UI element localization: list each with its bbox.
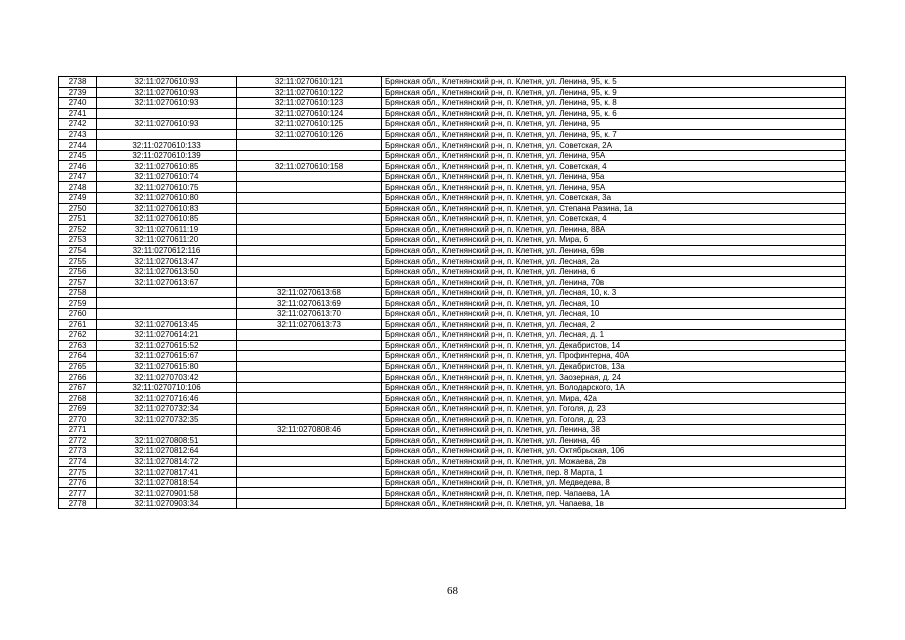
table-row (59, 498, 846, 509)
address-cell: Брянская обл., Клетнянский р-н, п. Клетня, ул. Гоголя, д. 23 (382, 414, 846, 425)
table-row (59, 298, 846, 309)
linked-cadastral-number-cell (237, 340, 382, 351)
table-row (59, 98, 846, 109)
cadastral-number-cell: 32:11:0270710:106 (97, 382, 237, 393)
address-cell: Брянская обл., Клетнянский р-н, п. Клетня, пер. Чапаева, 1А (382, 488, 846, 499)
cadastral-number-cell (97, 298, 237, 309)
cadastral-number-cell: 32:11:0270812:64 (97, 446, 237, 457)
table-row (59, 108, 846, 119)
cadastral-number-cell: 32:11:0270610:75 (97, 182, 237, 193)
row-number-cell: 2741 (59, 108, 97, 119)
cadastral-number-cell: 32:11:0270610:80 (97, 193, 237, 204)
cadastral-number-cell: 32:11:0270610:83 (97, 203, 237, 214)
row-number-cell: 2755 (59, 256, 97, 267)
row-number-cell: 2754 (59, 245, 97, 256)
table-row (59, 488, 846, 499)
cadastral-number-cell: 32:11:0270611:19 (97, 224, 237, 235)
address-cell: Брянская обл., Клетнянский р-н, п. Клетня, ул. Ленина, 88А (382, 224, 846, 235)
cadastral-number-cell (97, 287, 237, 298)
cadastral-number-cell: 32:11:0270814:72 (97, 456, 237, 467)
table-row (59, 235, 846, 246)
linked-cadastral-number-cell (237, 382, 382, 393)
cadastral-number-cell (97, 309, 237, 320)
linked-cadastral-number-cell (237, 477, 382, 488)
table-row (59, 330, 846, 341)
linked-cadastral-number-cell (237, 435, 382, 446)
linked-cadastral-number-cell: 32:11:0270610:122 (237, 87, 382, 98)
cadastral-number-cell: 32:11:0270610:74 (97, 171, 237, 182)
row-number-cell: 2743 (59, 129, 97, 140)
address-cell: Брянская обл., Клетнянский р-н, п. Клетня, ул. Лесная, 10, к. 3 (382, 287, 846, 298)
table-row (59, 119, 846, 130)
table-row (59, 425, 846, 436)
cadastral-number-cell: 32:11:0270732:35 (97, 414, 237, 425)
row-number-cell: 2739 (59, 87, 97, 98)
table-row (59, 372, 846, 383)
linked-cadastral-number-cell (237, 203, 382, 214)
property-table (58, 76, 846, 509)
table-row (59, 129, 846, 140)
linked-cadastral-number-cell (237, 224, 382, 235)
linked-cadastral-number-cell (237, 330, 382, 341)
table-row (59, 161, 846, 172)
table-row (59, 287, 846, 298)
address-cell: Брянская обл., Клетнянский р-н, п. Клетня, ул. Володарского, 1А (382, 382, 846, 393)
linked-cadastral-number-cell (237, 414, 382, 425)
table-row (59, 446, 846, 457)
cadastral-number-cell: 32:11:0270817:41 (97, 467, 237, 478)
cadastral-number-cell: 32:11:0270732:34 (97, 403, 237, 414)
address-cell: Брянская обл., Клетнянский р-н, п. Клетня, ул. Ленина, 38 (382, 425, 846, 436)
table-row (59, 403, 846, 414)
row-number-cell: 2757 (59, 277, 97, 288)
cadastral-number-cell: 32:11:0270610:139 (97, 150, 237, 161)
address-cell: Брянская обл., Клетнянский р-н, п. Клетня, ул. Ленина, 95, к. 9 (382, 87, 846, 98)
table-row (59, 224, 846, 235)
row-number-cell: 2763 (59, 340, 97, 351)
cadastral-number-cell: 32:11:0270903:34 (97, 498, 237, 509)
address-cell: Брянская обл., Клетнянский р-н, п. Клетня, ул. Ленина, 95, к. 7 (382, 129, 846, 140)
linked-cadastral-number-cell: 32:11:0270613:69 (237, 298, 382, 309)
row-number-cell: 2753 (59, 235, 97, 246)
table-row (59, 351, 846, 362)
linked-cadastral-number-cell (237, 140, 382, 151)
linked-cadastral-number-cell (237, 498, 382, 509)
page-number: 68 (447, 585, 458, 597)
cadastral-number-cell: 32:11:0270613:45 (97, 319, 237, 330)
address-cell: Брянская обл., Клетнянский р-н, п. Клетня, ул. Гоголя, д. 23 (382, 403, 846, 414)
row-number-cell: 2770 (59, 414, 97, 425)
cadastral-number-cell: 32:11:0270615:67 (97, 351, 237, 362)
row-number-cell: 2769 (59, 403, 97, 414)
row-number-cell: 2748 (59, 182, 97, 193)
table-row (59, 309, 846, 320)
row-number-cell: 2752 (59, 224, 97, 235)
linked-cadastral-number-cell: 32:11:0270613:73 (237, 319, 382, 330)
row-number-cell: 2738 (59, 77, 97, 88)
linked-cadastral-number-cell (237, 361, 382, 372)
cadastral-number-cell: 32:11:0270615:52 (97, 340, 237, 351)
linked-cadastral-number-cell: 32:11:0270610:121 (237, 77, 382, 88)
table-row (59, 382, 846, 393)
address-cell: Брянская обл., Клетнянский р-н, п. Клетня, ул. Ленина, 46 (382, 435, 846, 446)
property-table-body (59, 77, 846, 509)
cadastral-number-cell: 32:11:0270614:21 (97, 330, 237, 341)
linked-cadastral-number-cell (237, 467, 382, 478)
row-number-cell: 2758 (59, 287, 97, 298)
row-number-cell: 2778 (59, 498, 97, 509)
row-number-cell: 2764 (59, 351, 97, 362)
linked-cadastral-number-cell: 32:11:0270610:158 (237, 161, 382, 172)
table-row (59, 203, 846, 214)
row-number-cell: 2746 (59, 161, 97, 172)
linked-cadastral-number-cell (237, 193, 382, 204)
table-row (59, 193, 846, 204)
linked-cadastral-number-cell (237, 245, 382, 256)
table-row (59, 467, 846, 478)
row-number-cell: 2775 (59, 467, 97, 478)
address-cell: Брянская обл., Клетнянский р-н, п. Клетня, ул. Лесная, д. 1 (382, 330, 846, 341)
linked-cadastral-number-cell (237, 171, 382, 182)
row-number-cell: 2768 (59, 393, 97, 404)
address-cell: Брянская обл., Клетнянский р-н, п. Клетня, ул. Лесная, 10 (382, 298, 846, 309)
address-cell: Брянская обл., Клетнянский р-н, п. Клетня, ул. Лесная, 10 (382, 309, 846, 320)
table-row (59, 171, 846, 182)
address-cell: Брянская обл., Клетнянский р-н, п. Клетня, ул. Октябрьская, 106 (382, 446, 846, 457)
address-cell: Брянская обл., Клетнянский р-н, п. Клетня, пер. 8 Марта, 1 (382, 467, 846, 478)
cadastral-number-cell: 32:11:0270808:51 (97, 435, 237, 446)
linked-cadastral-number-cell (237, 393, 382, 404)
address-cell: Брянская обл., Клетнянский р-н, п. Клетня, ул. Медведева, 8 (382, 477, 846, 488)
row-number-cell: 2777 (59, 488, 97, 499)
cadastral-number-cell: 32:11:0270703:42 (97, 372, 237, 383)
table-row (59, 256, 846, 267)
cadastral-number-cell: 32:11:0270612:116 (97, 245, 237, 256)
address-cell: Брянская обл., Клетнянский р-н, п. Клетня, ул. Декабристов, 14 (382, 340, 846, 351)
linked-cadastral-number-cell (237, 277, 382, 288)
row-number-cell: 2740 (59, 98, 97, 109)
linked-cadastral-number-cell (237, 403, 382, 414)
linked-cadastral-number-cell: 32:11:0270610:124 (237, 108, 382, 119)
cadastral-number-cell: 32:11:0270613:47 (97, 256, 237, 267)
row-number-cell: 2762 (59, 330, 97, 341)
table-row (59, 393, 846, 404)
row-number-cell: 2759 (59, 298, 97, 309)
linked-cadastral-number-cell (237, 372, 382, 383)
table-row (59, 435, 846, 446)
cadastral-number-cell: 32:11:0270818:54 (97, 477, 237, 488)
linked-cadastral-number-cell (237, 266, 382, 277)
address-cell: Брянская обл., Клетнянский р-н, п. Клетня, ул. Мира, 6 (382, 235, 846, 246)
address-cell: Брянская обл., Клетнянский р-н, п. Клетня, ул. Лесная, 2 (382, 319, 846, 330)
table-row (59, 77, 846, 88)
row-number-cell: 2744 (59, 140, 97, 151)
table-row (59, 477, 846, 488)
row-number-cell: 2772 (59, 435, 97, 446)
row-number-cell: 2756 (59, 266, 97, 277)
address-cell: Брянская обл., Клетнянский р-н, п. Клетня, ул. Ленина, 95 (382, 119, 846, 130)
address-cell: Брянская обл., Клетнянский р-н, п. Клетня, ул. Ленина, 95а (382, 171, 846, 182)
linked-cadastral-number-cell (237, 256, 382, 267)
table-row (59, 277, 846, 288)
table-row (59, 456, 846, 467)
table-row (59, 150, 846, 161)
table-row (59, 361, 846, 372)
cadastral-number-cell (97, 108, 237, 119)
cadastral-number-cell (97, 129, 237, 140)
linked-cadastral-number-cell (237, 214, 382, 225)
address-cell: Брянская обл., Клетнянский р-н, п. Клетня, ул. Можаева, 2в (382, 456, 846, 467)
address-cell: Брянская обл., Клетнянский р-н, п. Клетня, ул. Ленина, 69в (382, 245, 846, 256)
linked-cadastral-number-cell: 32:11:0270613:70 (237, 309, 382, 320)
linked-cadastral-number-cell (237, 351, 382, 362)
cadastral-number-cell: 32:11:0270610:93 (97, 77, 237, 88)
linked-cadastral-number-cell (237, 235, 382, 246)
row-number-cell: 2749 (59, 193, 97, 204)
table-row (59, 414, 846, 425)
address-cell: Брянская обл., Клетнянский р-н, п. Клетня, ул. Советская, 3а (382, 193, 846, 204)
address-cell: Брянская обл., Клетнянский р-н, п. Клетня, ул. Мира, 42а (382, 393, 846, 404)
row-number-cell: 2745 (59, 150, 97, 161)
row-number-cell: 2742 (59, 119, 97, 130)
address-cell: Брянская обл., Клетнянский р-н, п. Клетня, ул. Советская, 4 (382, 214, 846, 225)
linked-cadastral-number-cell (237, 456, 382, 467)
address-cell: Брянская обл., Клетнянский р-н, п. Клетня, ул. Декабристов, 13а (382, 361, 846, 372)
row-number-cell: 2760 (59, 309, 97, 320)
table-row (59, 214, 846, 225)
row-number-cell: 2774 (59, 456, 97, 467)
address-cell: Брянская обл., Клетнянский р-н, п. Клетня, ул. Ленина, 95, к. 5 (382, 77, 846, 88)
cadastral-number-cell: 32:11:0270613:50 (97, 266, 237, 277)
table-row (59, 319, 846, 330)
cadastral-number-cell: 32:11:0270615:80 (97, 361, 237, 372)
cadastral-number-cell: 32:11:0270611:20 (97, 235, 237, 246)
table-row (59, 340, 846, 351)
address-cell: Брянская обл., Клетнянский р-н, п. Клетня, ул. Профинтерна, 40А (382, 351, 846, 362)
row-number-cell: 2773 (59, 446, 97, 457)
linked-cadastral-number-cell (237, 446, 382, 457)
address-cell: Брянская обл., Клетнянский р-н, п. Клетня, ул. Чапаева, 1в (382, 498, 846, 509)
address-cell: Брянская обл., Клетнянский р-н, п. Клетня, ул. Лесная, 2а (382, 256, 846, 267)
row-number-cell: 2747 (59, 171, 97, 182)
cadastral-number-cell: 32:11:0270610:133 (97, 140, 237, 151)
linked-cadastral-number-cell: 32:11:0270610:126 (237, 129, 382, 140)
table-row (59, 245, 846, 256)
address-cell: Брянская обл., Клетнянский р-н, п. Клетня, ул. Ленина, 95, к. 8 (382, 98, 846, 109)
linked-cadastral-number-cell: 32:11:0270808:46 (237, 425, 382, 436)
linked-cadastral-number-cell: 32:11:0270610:123 (237, 98, 382, 109)
row-number-cell: 2776 (59, 477, 97, 488)
cadastral-number-cell: 32:11:0270716:46 (97, 393, 237, 404)
address-cell: Брянская обл., Клетнянский р-н, п. Клетня, ул. Ленина, 95А (382, 182, 846, 193)
cadastral-number-cell: 32:11:0270610:93 (97, 87, 237, 98)
table-row (59, 140, 846, 151)
table-row (59, 266, 846, 277)
cadastral-number-cell: 32:11:0270610:85 (97, 161, 237, 172)
linked-cadastral-number-cell (237, 488, 382, 499)
row-number-cell: 2761 (59, 319, 97, 330)
cadastral-number-cell: 32:11:0270610:93 (97, 98, 237, 109)
linked-cadastral-number-cell (237, 182, 382, 193)
table-row (59, 182, 846, 193)
row-number-cell: 2771 (59, 425, 97, 436)
table-row (59, 87, 846, 98)
cadastral-number-cell: 32:11:0270610:85 (97, 214, 237, 225)
address-cell: Брянская обл., Клетнянский р-н, п. Клетня, ул. Ленина, 6 (382, 266, 846, 277)
cadastral-number-cell: 32:11:0270901:58 (97, 488, 237, 499)
address-cell: Брянская обл., Клетнянский р-н, п. Клетня, ул. Ленина, 95, к. 6 (382, 108, 846, 119)
address-cell: Брянская обл., Клетнянский р-н, п. Клетня, ул. Степана Разина, 1а (382, 203, 846, 214)
linked-cadastral-number-cell (237, 150, 382, 161)
address-cell: Брянская обл., Клетнянский р-н, п. Клетня, ул. Заозерная, д. 24 (382, 372, 846, 383)
linked-cadastral-number-cell: 32:11:0270610:125 (237, 119, 382, 130)
cadastral-number-cell: 32:11:0270610:93 (97, 119, 237, 130)
cadastral-number-cell: 32:11:0270613:67 (97, 277, 237, 288)
row-number-cell: 2751 (59, 214, 97, 225)
address-cell: Брянская обл., Клетнянский р-н, п. Клетня, ул. Ленина, 70в (382, 277, 846, 288)
address-cell: Брянская обл., Клетнянский р-н, п. Клетня, ул. Советская, 4 (382, 161, 846, 172)
row-number-cell: 2766 (59, 372, 97, 383)
row-number-cell: 2765 (59, 361, 97, 372)
address-cell: Брянская обл., Клетнянский р-н, п. Клетня, ул. Ленина, 95А (382, 150, 846, 161)
row-number-cell: 2750 (59, 203, 97, 214)
address-cell: Брянская обл., Клетнянский р-н, п. Клетня, ул. Советская, 2А (382, 140, 846, 151)
row-number-cell: 2767 (59, 382, 97, 393)
cadastral-number-cell (97, 425, 237, 436)
linked-cadastral-number-cell: 32:11:0270613:68 (237, 287, 382, 298)
